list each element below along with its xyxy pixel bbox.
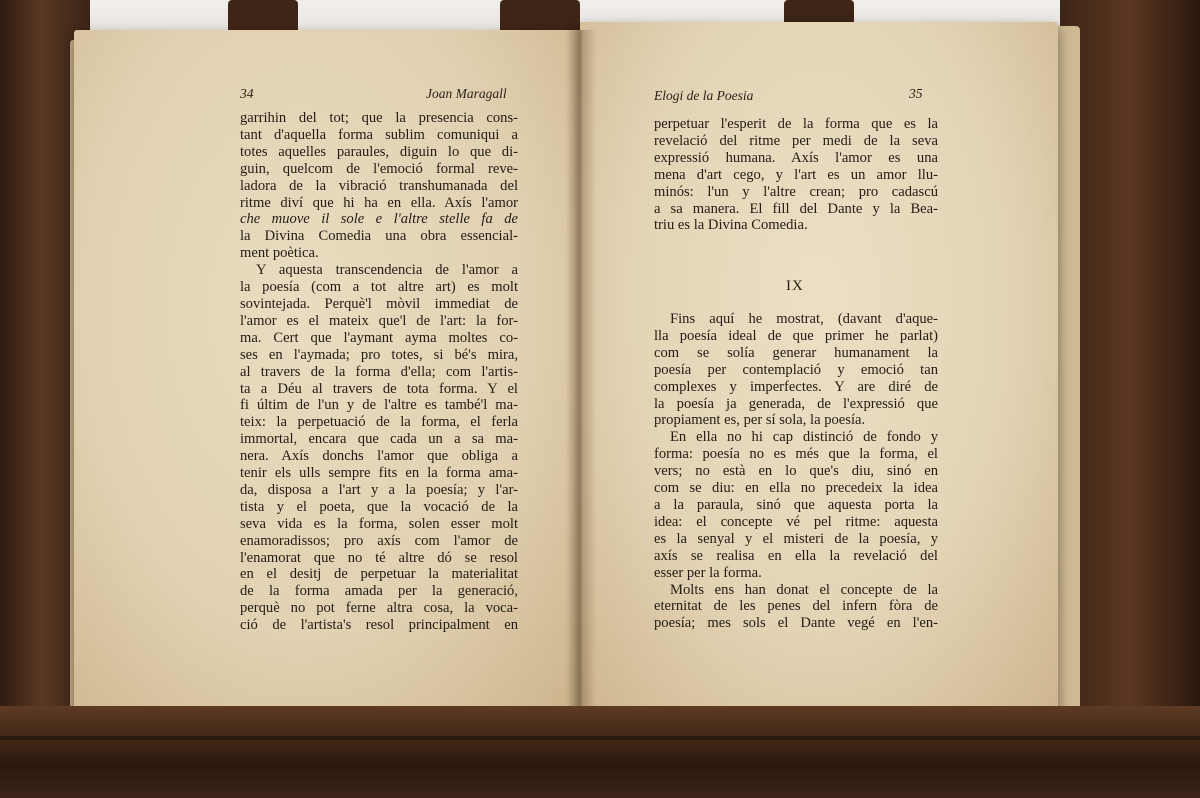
text-line: minós: l'un y l'altre crean; pro cadascú [654, 183, 938, 200]
text-line: a la paraula, sinó que aquesta porta la [654, 496, 938, 513]
text-line: axís se realisa en ella la revelació del [654, 547, 938, 564]
text-line: expressió humana. Axís l'amor es una [654, 149, 938, 166]
text-line: enamoradissos; pro axís com l'amor de [240, 532, 518, 549]
text-line: guin, quelcom de l'emoció formal reve- [240, 160, 518, 177]
text-line: che muove il sole e l'altre stelle fa de [240, 211, 518, 228]
text-line: seva vida es la forma, solen esser molt [240, 515, 518, 532]
text-line: ment poètica. [240, 245, 319, 262]
text-line: ses en l'aymada; pro totes, si bé's mira, [240, 346, 518, 363]
text-line: tant d'aquella forma sublim comuniqui a [240, 126, 518, 143]
text-line: revelació del ritme per medi de la seva [654, 132, 938, 149]
text-line: es la senyal y el misteri de la poesía, y [654, 530, 938, 547]
text-line: idea: el concepte vé pel ritme: aquesta [654, 513, 938, 530]
text-line: ritme diví que hi ha en ella. Axís l'amor [240, 194, 518, 211]
text-line: sovintejada. Perquè'l mòvil immediat de [240, 295, 518, 312]
text-line: perquè no pot ferne altra cosa, la voca- [240, 600, 518, 617]
right-page-top-text [654, 116, 938, 234]
text-line: ta a Déu al travers de tota forma. Y el [240, 380, 518, 397]
text-line: ladora de la vibració transhumanada del [240, 177, 518, 194]
text-line: propiament es, per sí sola, la poesía. [654, 412, 866, 429]
text-line: l'enamorat que no té altre dó se resol [240, 549, 518, 566]
text-line: tista y el poeta, que la vocació de la [240, 498, 518, 515]
text-line: Fins aquí he mostrat, (davant d'aque- [670, 311, 938, 327]
text-line: poesía; mes sols el Dante vegé en l'en- [654, 615, 938, 632]
text-line: de la forma amada per la generació, [240, 583, 518, 600]
text-line: ció de l'artista's resol principalment en [240, 617, 518, 634]
left-running-head: Joan Maragall [426, 86, 507, 101]
wooden-stand-right [1060, 0, 1200, 798]
text-line: complexes y imperfectes. Y are diré de [654, 378, 938, 395]
text-line: la Divina Comedia una obra essencial- [240, 228, 518, 245]
text-line: Y aquesta transcendencia de l'amor a [256, 262, 518, 279]
section-numeral: IX [786, 278, 804, 294]
text-line: immortal, encara que cada un a sa ma- [240, 431, 518, 448]
text-line: eternitat de les penes del infern fòra de [654, 598, 938, 615]
stand-ledge-groove [0, 736, 1200, 740]
text-line: vers; no està en lo que's diu, sinó en [654, 463, 938, 480]
text-line: com se diu: en ella no precedeix la idea [654, 480, 938, 497]
text-line: teix: la perpetuació de la forma, el ferla [240, 414, 518, 431]
text-line: Molts ens han donat el concepte de la [670, 581, 938, 598]
text-line: triu es la Divina Comedia. [654, 217, 808, 234]
text-line: mena d'art cego, y l'art es un amor llu- [654, 166, 938, 183]
text-line: poesía per contemplació y emoció tan [654, 361, 938, 378]
text-line: en el desitj de perpetuar la materialitat [240, 566, 518, 583]
text-line: esser per la forma. [654, 564, 762, 581]
text-line: garrihin del tot; que la presencia cons- [240, 110, 518, 126]
text-line: al travers de la forma d'ella; com l'artis- [240, 363, 518, 380]
text-line: la poesía (com a tot altre art) es molt [240, 279, 518, 296]
text-line: perpetuar l'esperit de la forma que es la [654, 116, 938, 132]
text-line: forma: poesía no es més que la forma, el [654, 446, 938, 463]
text-line: totes aquelles paraules, diguin lo que di- [240, 143, 518, 160]
text-line: com se solía generar humanament la [654, 344, 938, 361]
right-running-head: Elogi de la Poesia [654, 88, 754, 103]
text-line: la poesía ja generada, de l'expressió que [654, 395, 938, 412]
left-page-text [240, 110, 518, 634]
text-line: En ella no hi cap distinció de fondo y [670, 429, 938, 446]
text-line: l'amor es el mateix que'l de l'art: la for- [240, 312, 518, 329]
text-line: lla poesía ideal de que primer he parlat) [654, 327, 938, 344]
text-line: nera. Axís donchs l'amor que obliga a [240, 448, 518, 465]
text-line: a sa manera. El fill del Dante y la Bea- [654, 200, 938, 217]
right-page-body-text [654, 311, 938, 632]
right-page-number: 35 [909, 86, 923, 101]
text-line: tenir els ulls sempre fits en la forma ama- [240, 465, 518, 482]
text-line: fi últim de l'un y de l'altre es també'l ma- [240, 397, 518, 414]
text-line: ma. Cert que l'aymant ayma moltes co- [240, 329, 518, 346]
left-page-number: 34 [240, 86, 254, 101]
book-gutter [566, 30, 596, 720]
stand-ledge [0, 706, 1200, 798]
text-line: da, disposa a l'art y a la poesía; y l'ar- [240, 481, 518, 498]
